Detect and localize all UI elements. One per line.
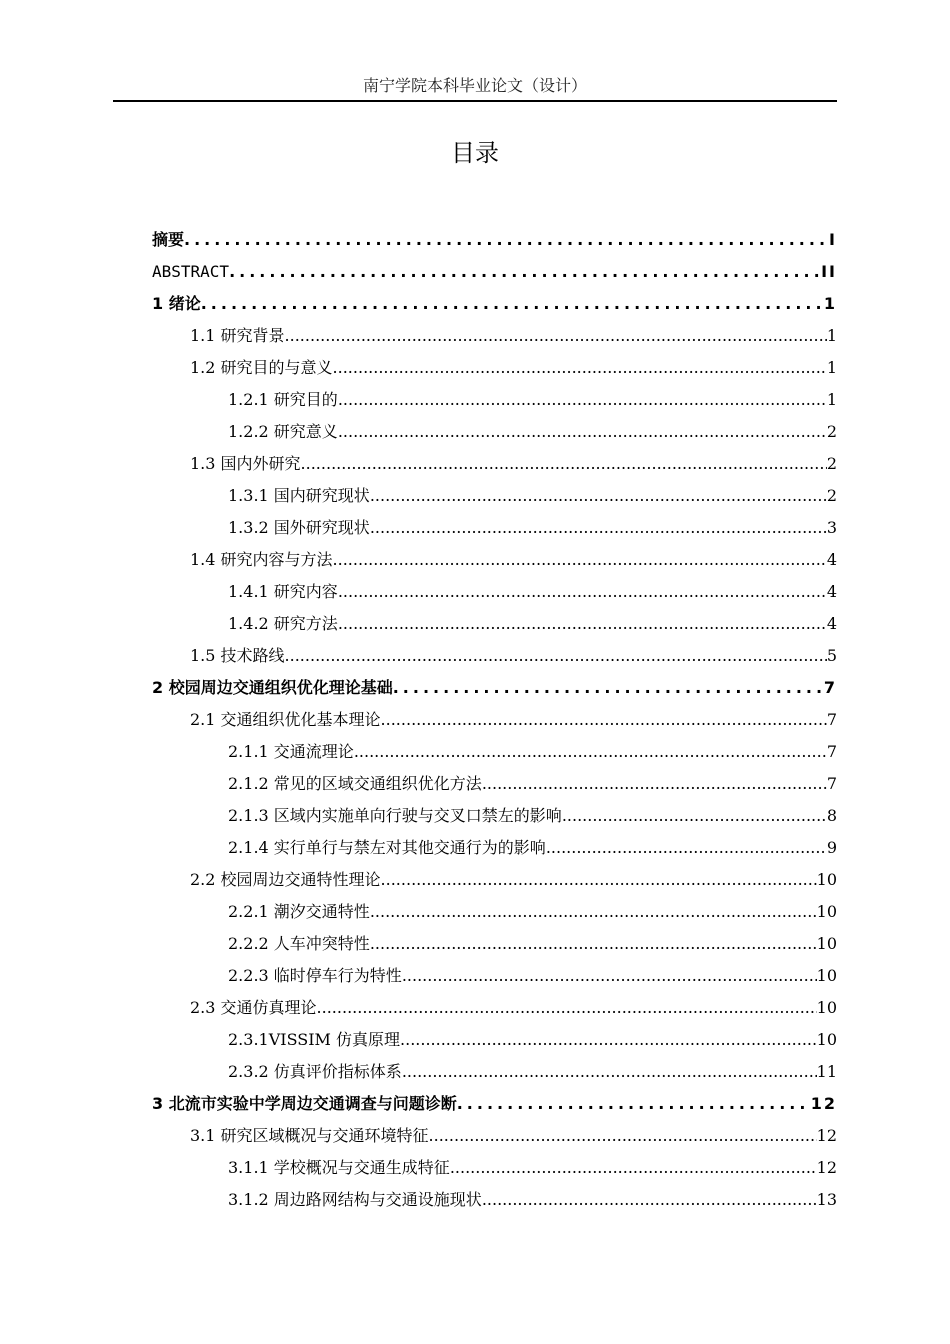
toc-entry[interactable] [190, 704, 837, 736]
toc-dot-leader [546, 832, 827, 864]
toc-dot-leader [429, 1120, 817, 1152]
toc-entry-label: 1.3.2 国外研究现状 [228, 518, 370, 537]
toc-dot-leader [370, 480, 827, 512]
toc-dot-leader [381, 704, 827, 736]
toc-entry-label: 1.4.2 研究方法 [228, 614, 338, 633]
toc-entry-page: 2 [826, 422, 837, 441]
toc-entry-label: 3 北流市实验中学周边交通调查与问题诊断 [152, 1094, 457, 1113]
toc-entry[interactable] [228, 1056, 837, 1088]
toc-dot-leader [370, 928, 817, 960]
toc-entry-label: 2.2.3 临时停车行为特性 [228, 966, 402, 985]
toc-entry-page: 1 [823, 294, 837, 313]
toc-dot-leader [285, 640, 827, 672]
toc-entry-label: 2.2 校园周边交通特性理论 [190, 870, 381, 889]
toc-dot-leader [400, 1024, 817, 1056]
toc-entry-page: 8 [826, 806, 837, 825]
toc-title: 目录 [451, 139, 499, 167]
toc-entry-page: II [821, 262, 837, 281]
toc-entry[interactable] [152, 1088, 837, 1120]
toc-dot-leader [317, 992, 817, 1024]
toc-entry[interactable] [228, 736, 837, 768]
toc-dot-leader [370, 896, 817, 928]
toc-entry-label: 2.1 交通组织优化基本理论 [190, 710, 381, 729]
toc-entry-page: 10 [816, 966, 837, 985]
toc-entry-page: 7 [826, 710, 837, 729]
toc-entry[interactable] [190, 640, 837, 672]
toc-dot-leader [338, 576, 827, 608]
toc-entry-page: 9 [826, 838, 837, 857]
toc-entry[interactable] [228, 1024, 837, 1056]
toc-dot-leader [338, 608, 827, 640]
toc-entry-label: 1.2 研究目的与意义 [190, 358, 333, 377]
toc-entry-label: 1.2.2 研究意义 [228, 422, 338, 441]
toc-entry-page: 10 [816, 870, 837, 889]
toc-dot-leader [301, 448, 827, 480]
toc-entry[interactable] [228, 512, 837, 544]
toc-entry[interactable] [190, 544, 837, 576]
toc-dot-leader [402, 960, 817, 992]
toc-entry-page: 1 [826, 390, 837, 409]
toc-entry[interactable] [190, 352, 837, 384]
toc-entry-page: 4 [826, 582, 837, 601]
toc-entry-page: 13 [816, 1190, 837, 1209]
toc-entry-page: 12 [810, 1094, 837, 1113]
toc-entry-page: 10 [816, 934, 837, 953]
toc-entry-label: 2.1.4 实行单行与禁左对其他交通行为的影响 [228, 838, 546, 857]
toc-entry-label: 3.1.2 周边路网结构与交通设施现状 [228, 1190, 482, 1209]
toc-dot-leader [393, 672, 824, 704]
toc-dot-leader [184, 224, 829, 256]
toc-entry[interactable] [228, 1152, 837, 1184]
toc-entry-page: 7 [826, 774, 837, 793]
toc-dot-leader [229, 256, 821, 288]
toc-entry-page: 11 [816, 1062, 837, 1081]
toc-entry-label: 2.3.2 仿真评价指标体系 [228, 1062, 402, 1081]
toc-dot-leader [354, 736, 827, 768]
toc-entry-label: 1.5 技术路线 [190, 646, 285, 665]
toc-dot-leader [370, 512, 827, 544]
toc-entry[interactable] [228, 800, 837, 832]
toc-entry[interactable] [152, 224, 837, 256]
toc-entry[interactable] [228, 608, 837, 640]
toc-entry[interactable] [228, 960, 837, 992]
toc-entry-label: 1.3 国内外研究 [190, 454, 301, 473]
toc-entry[interactable] [152, 672, 837, 704]
toc-entry-label: 2.3 交通仿真理论 [190, 998, 317, 1017]
toc-dot-leader [201, 288, 824, 320]
toc-entry-label: 1.4.1 研究内容 [228, 582, 338, 601]
toc-dot-leader [562, 800, 827, 832]
toc-dot-leader [457, 1088, 811, 1120]
toc-entry[interactable] [228, 576, 837, 608]
toc-entry[interactable] [228, 896, 837, 928]
toc-entry-page: I [829, 230, 837, 249]
toc-entry[interactable] [228, 416, 837, 448]
page-header: 南宁学院本科毕业论文（设计） [362, 76, 587, 95]
toc-entry[interactable] [190, 992, 837, 1024]
toc-entry-label: 3.1.1 学校概况与交通生成特征 [228, 1158, 450, 1177]
toc-entry-page: 3 [826, 518, 837, 537]
toc-entry-page: 2 [826, 486, 837, 505]
toc-entry-label: 3.1 研究区域概况与交通环境特征 [190, 1126, 429, 1145]
toc-dot-leader [482, 1184, 817, 1216]
toc-entry[interactable] [152, 256, 837, 288]
toc-entry[interactable] [152, 288, 837, 320]
toc-entry-page: 5 [826, 646, 837, 665]
toc-entry-page: 10 [816, 902, 837, 921]
toc-entry-label: 2.3.1VISSIM 仿真原理 [228, 1030, 401, 1049]
toc-entry[interactable] [228, 768, 837, 800]
toc-entry[interactable] [190, 1120, 837, 1152]
toc-entry[interactable] [228, 480, 837, 512]
toc-entry-label: ABSTRACT [152, 262, 230, 281]
toc-entry-label: 2.1.2 常见的区域交通组织优化方法 [228, 774, 482, 793]
toc-entry-label: 2.1.3 区域内实施单向行驶与交叉口禁左的影响 [228, 806, 562, 825]
toc-entry-page: 7 [823, 678, 837, 697]
toc-entry-page: 10 [816, 1030, 837, 1049]
toc-entry-label: 1.1 研究背景 [190, 326, 285, 345]
toc-entry[interactable] [228, 832, 837, 864]
toc-entry[interactable] [190, 320, 837, 352]
toc-entry-page: 7 [826, 742, 837, 761]
toc-entry-label: 2.2.1 潮汐交通特性 [228, 902, 370, 921]
toc-entry-label: 摘要 [152, 230, 185, 249]
header-rule [113, 100, 837, 102]
toc-dot-leader [482, 768, 827, 800]
toc-entry[interactable] [190, 864, 837, 896]
toc-entry[interactable] [190, 448, 837, 480]
toc-entry-page: 1 [826, 326, 837, 345]
toc-entry-label: 1 绪论 [152, 294, 201, 313]
toc-entry-page: 1 [826, 358, 837, 377]
toc-entry-page: 12 [816, 1158, 837, 1177]
toc-entry-page: 4 [826, 614, 837, 633]
toc-dot-leader [402, 1056, 817, 1088]
toc-dot-leader [338, 384, 827, 416]
toc-dot-leader [450, 1152, 817, 1184]
toc-dot-leader [333, 544, 827, 576]
toc-entry-page: 4 [826, 550, 837, 569]
toc-entry-label: 1.3.1 国内研究现状 [228, 486, 370, 505]
toc-entry-page: 10 [816, 998, 837, 1017]
toc-dot-leader [338, 416, 827, 448]
toc-entry[interactable] [228, 1184, 837, 1216]
toc-entry-label: 1.2.1 研究目的 [228, 390, 338, 409]
toc-dot-leader [381, 864, 817, 896]
toc-entry-page: 12 [816, 1126, 837, 1145]
toc-entry-label: 1.4 研究内容与方法 [190, 550, 333, 569]
toc-dot-leader [285, 320, 827, 352]
toc-dot-leader [333, 352, 827, 384]
toc-entry-label: 2.1.1 交通流理论 [228, 742, 354, 761]
toc-entry-label: 2 校园周边交通组织优化理论基础 [152, 678, 393, 697]
toc-entry[interactable] [228, 384, 837, 416]
toc-entry-label: 2.2.2 人车冲突特性 [228, 934, 370, 953]
toc-entry-page: 2 [826, 454, 837, 473]
toc-entry[interactable] [228, 928, 837, 960]
